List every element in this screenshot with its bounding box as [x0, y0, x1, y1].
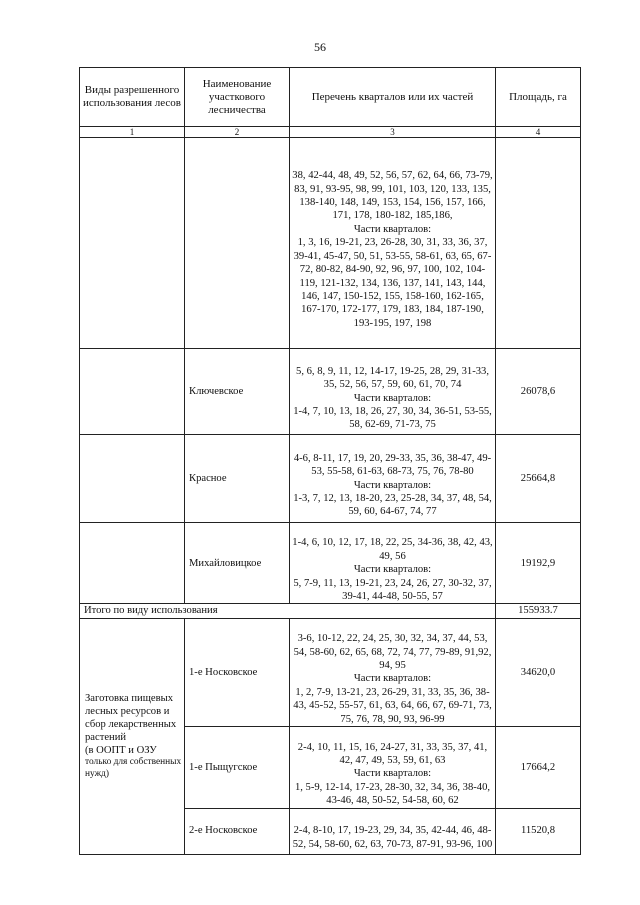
use-kind-title: Заготовка пищевых лесных ресурсов и сбор лекарственных растений — [85, 693, 177, 744]
area-cell: 25664,8 — [496, 435, 581, 523]
area-cell: 11520,8 — [496, 808, 581, 854]
table-row — [80, 138, 581, 349]
forestry-name-cell: Михайловицкое — [185, 523, 290, 604]
table-row — [80, 523, 581, 604]
quarters-list: 4-6, 8-11, 17, 19, 20, 29-33, 35, 36, 38-47, 49-53, 55-58, 61-63, 68-73, 75, 76, 78-80 — [293, 452, 492, 478]
quarters-list: 3-6, 10-12, 22, 24, 25, 30, 32, 34, 37, 44, 53, 54, 58-60, 62, 65, 68, 72, 74, 77, 79-89, 91,92, 94, 95 — [293, 633, 492, 672]
total-area: 155933.7 — [496, 604, 581, 618]
parts-list: 1, 2, 7-9, 13-21, 23, 26-29, 31, 33, 35, 36, 38-43, 45-52, 55-57, 61, 63, 64, 66, 67, 69-71, 73, 75, 76, 78, 90, 93, 96-99 — [293, 686, 492, 725]
quarters-list: 2-4, 10, 11, 15, 16, 24-27, 31, 33, 35, 37, 41, 42, 47, 49, 53, 59, 61, 63 — [297, 741, 488, 766]
table-row — [80, 435, 581, 523]
header-quarters-list: Перечень кварталов или их частей — [290, 68, 496, 127]
use-kind-cell — [80, 138, 185, 349]
column-number: 1 — [80, 127, 185, 138]
area-cell: 26078,6 — [496, 349, 581, 435]
quarters-list: 1-4, 6, 10, 12, 17, 18, 22, 25, 34-36, 38, 42, 43, 49, 56 — [292, 537, 493, 562]
parts-list: 1-3, 7, 12, 13, 18-20, 23, 25-28, 34, 37, 48, 54, 59, 60, 64-67, 74, 77 — [293, 492, 492, 518]
quarters-list: 38, 42-44, 48, 49, 52, 56, 57, 62, 64, 66, 73-79, 83, 91, 93-95, 98, 99, 101, 103, 120, 133, 135, 138-140, 148, 149, 153, 154, 156, 157, 166, 171, 178, 180-182, 185,186, — [292, 170, 493, 222]
header-forestry-name: Наименование участкового лесничества — [185, 68, 290, 127]
forestry-name-cell: 2-е Носковское — [185, 808, 290, 854]
forestry-name-cell: 1-е Носковское — [185, 618, 290, 726]
parts-list: 1, 5-9, 12-14, 17-23, 28-30, 32, 34, 36, 38-40, 43-46, 48, 50-52, 54-58, 60, 62 — [294, 781, 491, 807]
parts-label: Части кварталов: — [353, 479, 432, 491]
use-kind-cell — [80, 349, 185, 435]
header-row — [80, 68, 581, 127]
quarters-list: 2-4, 8-10, 17, 19-23, 29, 34, 35, 42-44, 46, 48-52, 54, 58-60, 62, 63, 70-73, 87-91, 93-96, 100 — [292, 825, 493, 850]
quarters-cell — [290, 138, 496, 349]
forestry-name-cell: Красное — [185, 435, 290, 523]
use-kind-cell — [80, 435, 185, 523]
parts-label: Части кварталов: — [353, 223, 432, 235]
parts-list: 1-4, 7, 10, 13, 18, 26, 27, 30, 34, 36-51, 53-55, 58, 62-69, 71-73, 75 — [293, 405, 492, 431]
column-number: 3 — [290, 127, 496, 138]
parts-label: Части кварталов: — [353, 768, 432, 780]
table-row — [80, 618, 581, 726]
page-number: 56 — [314, 40, 326, 54]
area-cell: 17664,2 — [496, 727, 581, 808]
total-row — [80, 604, 581, 618]
parts-label: Части кварталов: — [353, 392, 432, 404]
total-label: Итого по виду использования — [80, 604, 496, 618]
column-number-row — [80, 127, 581, 138]
column-number: 2 — [185, 127, 290, 138]
forestry-name-cell: 1-е Пыщугское — [185, 727, 290, 808]
forestry-name-cell: Ключевское — [185, 349, 290, 435]
forest-use-table — [79, 67, 581, 855]
use-kind-note: (в ООПТ и ОЗУ — [85, 745, 157, 757]
use-kind-cell — [80, 618, 185, 854]
quarters-cell — [290, 618, 496, 726]
quarters-cell — [290, 435, 496, 523]
area-cell — [496, 138, 581, 349]
quarters-cell — [290, 523, 496, 604]
use-kind-cell — [80, 523, 185, 604]
parts-list: 5, 7-9, 11, 13, 19-21, 23, 24, 26, 27, 30-32, 37, 39-41, 44-48, 50-55, 57 — [293, 577, 492, 603]
column-number: 4 — [496, 127, 581, 138]
quarters-list: 5, 6, 8, 9, 11, 12, 14-17, 19-25, 28, 29, 31-33, 35, 52, 56, 57, 59, 60, 61, 70, 74 — [296, 365, 489, 391]
quarters-cell — [290, 727, 496, 808]
header-area: Площадь, га — [496, 68, 581, 127]
parts-label: Части кварталов: — [353, 673, 432, 685]
area-cell: 19192,9 — [496, 523, 581, 604]
quarters-cell — [290, 808, 496, 854]
parts-label: Части кварталов: — [353, 564, 432, 576]
table-row — [80, 349, 581, 435]
use-kind-note-detail: только для собственных нужд) — [85, 757, 182, 779]
quarters-cell — [290, 349, 496, 435]
area-cell: 34620,0 — [496, 618, 581, 726]
forestry-name-cell — [185, 138, 290, 349]
parts-list: 1, 3, 16, 19-21, 23, 26-28, 30, 31, 33, 36, 37, 39-41, 45-47, 50, 51, 53-55, 58-61, 63, 65, 67-72, 80-82, 84-90, 92, 96, 97, 100, 102, 104-119, 121-132, 134, 136, 137, 141, 143, 144, 146, 147, 150-152, 155, 158-160, 162-165, 167-170, 172-177, 179, 183, 184, 187-190, 193-195, 197, 198 — [293, 237, 492, 329]
header-use-kind: Виды разрешенного использования лесов — [80, 68, 185, 127]
